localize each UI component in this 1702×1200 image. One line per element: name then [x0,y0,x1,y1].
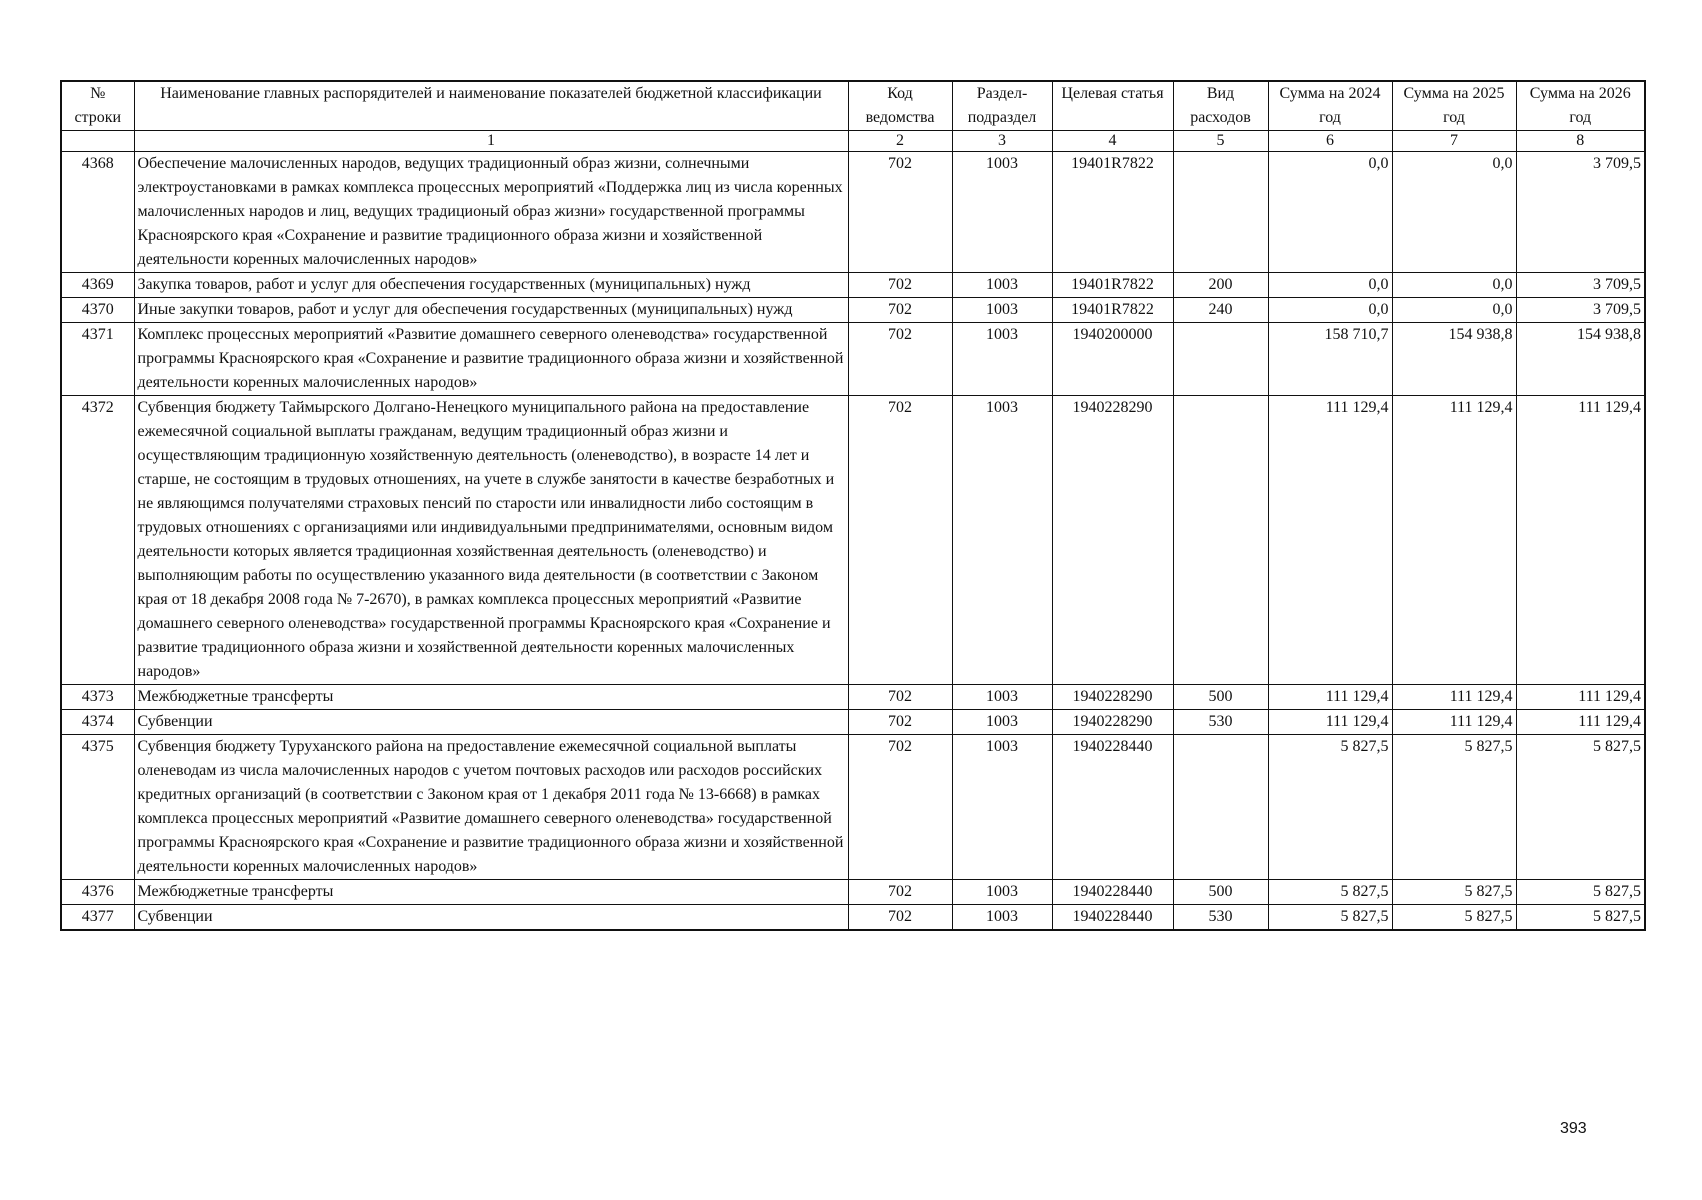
budget-table [60,80,1646,931]
sum-2024: 0,0 [1268,273,1392,298]
table-row [61,273,1645,298]
target-article: 1940228440 [1052,880,1173,905]
header-department-code: Код ведомства [848,81,952,131]
column-number: 3 [952,131,1052,152]
row-number: 4372 [61,396,134,685]
target-article: 1940228290 [1052,685,1173,710]
sum-2024: 111 129,4 [1268,685,1392,710]
row-number: 4371 [61,323,134,396]
row-number: 4368 [61,152,134,273]
table-row [61,880,1645,905]
row-name: Межбюджетные трансферты [134,880,848,905]
table-row [61,298,1645,323]
expense-type [1173,323,1268,396]
department-code: 702 [848,685,952,710]
department-code: 702 [848,323,952,396]
sum-2026: 3 709,5 [1516,152,1645,273]
header-row-number: № строки [61,81,134,131]
sum-2025: 5 827,5 [1392,905,1516,931]
header-sum-2024: Сумма на 2024 год [1268,81,1392,131]
sum-2025: 154 938,8 [1392,323,1516,396]
expense-type [1173,735,1268,880]
target-article: 1940200000 [1052,323,1173,396]
department-code: 702 [848,710,952,735]
expense-type: 530 [1173,905,1268,931]
row-number: 4375 [61,735,134,880]
table-row [61,396,1645,685]
section-code: 1003 [952,710,1052,735]
row-number: 4369 [61,273,134,298]
header-section: Раздел-подраздел [952,81,1052,131]
sum-2026: 5 827,5 [1516,880,1645,905]
sum-2025: 5 827,5 [1392,880,1516,905]
sum-2024: 5 827,5 [1268,880,1392,905]
sum-2024: 0,0 [1268,152,1392,273]
section-code: 1003 [952,396,1052,685]
row-name: Комплекс процессных мероприятий «Развитие домашнего северного оленеводства» государственной программы Красноярского края «Сохранение и развитие традиционного образа жизни и хозяйственной деятельности коренных малочисленных народов» [134,323,848,396]
header-sum-2025: Сумма на 2025 год [1392,81,1516,131]
sum-2025: 111 129,4 [1392,396,1516,685]
section-code: 1003 [952,735,1052,880]
row-name: Субвенция бюджету Туруханского района на предоставление ежемесячной социальной выплаты оленеводам из числа малочисленных народов с учетом почтовых расходов или расходов российских кредитных организаций (в соответствии с Законом края от 1 декабря 2011 года № 13-6668) в рамках комплекса процессных мероприятий «Развитие домашнего северного оленеводства» государственной программы Красноярского края «Сохранение и развитие традиционного образа жизни и хозяйственной деятельности коренных малочисленных народов» [134,735,848,880]
section-code: 1003 [952,880,1052,905]
row-name: Субвенции [134,710,848,735]
header-name: Наименование главных распорядителей и наименование показателей бюджетной классификации [134,81,848,131]
department-code: 702 [848,396,952,685]
department-code: 702 [848,152,952,273]
sum-2024: 5 827,5 [1268,735,1392,880]
department-code: 702 [848,880,952,905]
row-name: Субвенция бюджету Таймырского Долгано-Ненецкого муниципального района на предоставление ежемесячной социальной выплаты гражданам, ведущим традиционный образ жизни и осуществляющим традиционную хозяйственную деятельность (оленеводство), в возрасте 14 лет и старше, не состоящим в трудовых отношениях, на учете в службе занятости в качестве безработных и не являющимся получателями страховых пенсий по старости или инвалидности либо состоящим в трудовых отношениях с организациями или индивидуальными предпринимателями, основным видом деятельности которых является традиционная хозяйственная деятельность (оленеводство) и выполняющим работы по осуществлению указанного вида деятельности (в соответствии с Законом края от 18 декабря 2008 года № 7-2670), в рамках комплекса процессных мероприятий «Развитие домашнего северного оленеводства» государственной программы Красноярского края «Сохранение и развитие традиционного образа жизни и хозяйственной деятельности коренных малочисленных народов» [134,396,848,685]
row-name: Межбюджетные трансферты [134,685,848,710]
row-number: 4377 [61,905,134,931]
target-article: 1940228440 [1052,735,1173,880]
sum-2026: 154 938,8 [1516,323,1645,396]
sum-2024: 0,0 [1268,298,1392,323]
section-code: 1003 [952,685,1052,710]
table-row [61,323,1645,396]
row-number: 4376 [61,880,134,905]
sum-2025: 111 129,4 [1392,685,1516,710]
row-name: Субвенции [134,905,848,931]
target-article: 1940228440 [1052,905,1173,931]
table-row [61,710,1645,735]
expense-type [1173,152,1268,273]
department-code: 702 [848,298,952,323]
target-article: 19401R7822 [1052,273,1173,298]
column-number [61,131,134,152]
sum-2026: 111 129,4 [1516,396,1645,685]
target-article: 19401R7822 [1052,152,1173,273]
header-expense-type: Вид расходов [1173,81,1268,131]
row-number: 4374 [61,710,134,735]
expense-type: 200 [1173,273,1268,298]
expense-type: 500 [1173,880,1268,905]
target-article: 1940228290 [1052,396,1173,685]
sum-2026: 3 709,5 [1516,298,1645,323]
department-code: 702 [848,273,952,298]
section-code: 1003 [952,905,1052,931]
column-number: 7 [1392,131,1516,152]
target-article: 1940228290 [1052,710,1173,735]
column-number: 2 [848,131,952,152]
sum-2026: 3 709,5 [1516,273,1645,298]
section-code: 1003 [952,273,1052,298]
expense-type: 530 [1173,710,1268,735]
expense-type [1173,396,1268,685]
row-name: Иные закупки товаров, работ и услуг для обеспечения государственных (муниципальных) нужд [134,298,848,323]
header-sum-2026: Сумма на 2026 год [1516,81,1645,131]
table-row [61,735,1645,880]
sum-2024: 5 827,5 [1268,905,1392,931]
column-number: 5 [1173,131,1268,152]
row-name: Закупка товаров, работ и услуг для обеспечения государственных (муниципальных) нужд [134,273,848,298]
row-number: 4373 [61,685,134,710]
column-number: 4 [1052,131,1173,152]
table-row [61,152,1645,273]
table-row [61,905,1645,931]
table-row [61,685,1645,710]
column-number-row [61,131,1645,152]
sum-2024: 111 129,4 [1268,396,1392,685]
sum-2026: 111 129,4 [1516,685,1645,710]
column-number: 6 [1268,131,1392,152]
row-number: 4370 [61,298,134,323]
department-code: 702 [848,735,952,880]
sum-2026: 5 827,5 [1516,905,1645,931]
column-number: 8 [1516,131,1645,152]
expense-type: 240 [1173,298,1268,323]
department-code: 702 [848,905,952,931]
section-code: 1003 [952,323,1052,396]
section-code: 1003 [952,298,1052,323]
section-code: 1003 [952,152,1052,273]
expense-type: 500 [1173,685,1268,710]
column-number: 1 [134,131,848,152]
page-number: 393 [1560,1120,1587,1137]
row-name: Обеспечение малочисленных народов, ведущих традиционный образ жизни, солнечными электроустановками в рамках комплекса процессных мероприятий «Поддержка лиц из числа коренных малочисленных народов и лиц, ведущих традиционый образ жизни» государственной программы Красноярского края «Сохранение и развитие традиционного образа жизни и хозяйственной деятельности коренных малочисленных народов» [134,152,848,273]
sum-2026: 5 827,5 [1516,735,1645,880]
header-target-article: Целевая статья [1052,81,1173,131]
sum-2026: 111 129,4 [1516,710,1645,735]
header-row [61,81,1645,131]
sum-2025: 5 827,5 [1392,735,1516,880]
target-article: 19401R7822 [1052,298,1173,323]
sum-2025: 0,0 [1392,273,1516,298]
sum-2024: 111 129,4 [1268,710,1392,735]
sum-2025: 0,0 [1392,152,1516,273]
sum-2024: 158 710,7 [1268,323,1392,396]
sum-2025: 0,0 [1392,298,1516,323]
sum-2025: 111 129,4 [1392,710,1516,735]
